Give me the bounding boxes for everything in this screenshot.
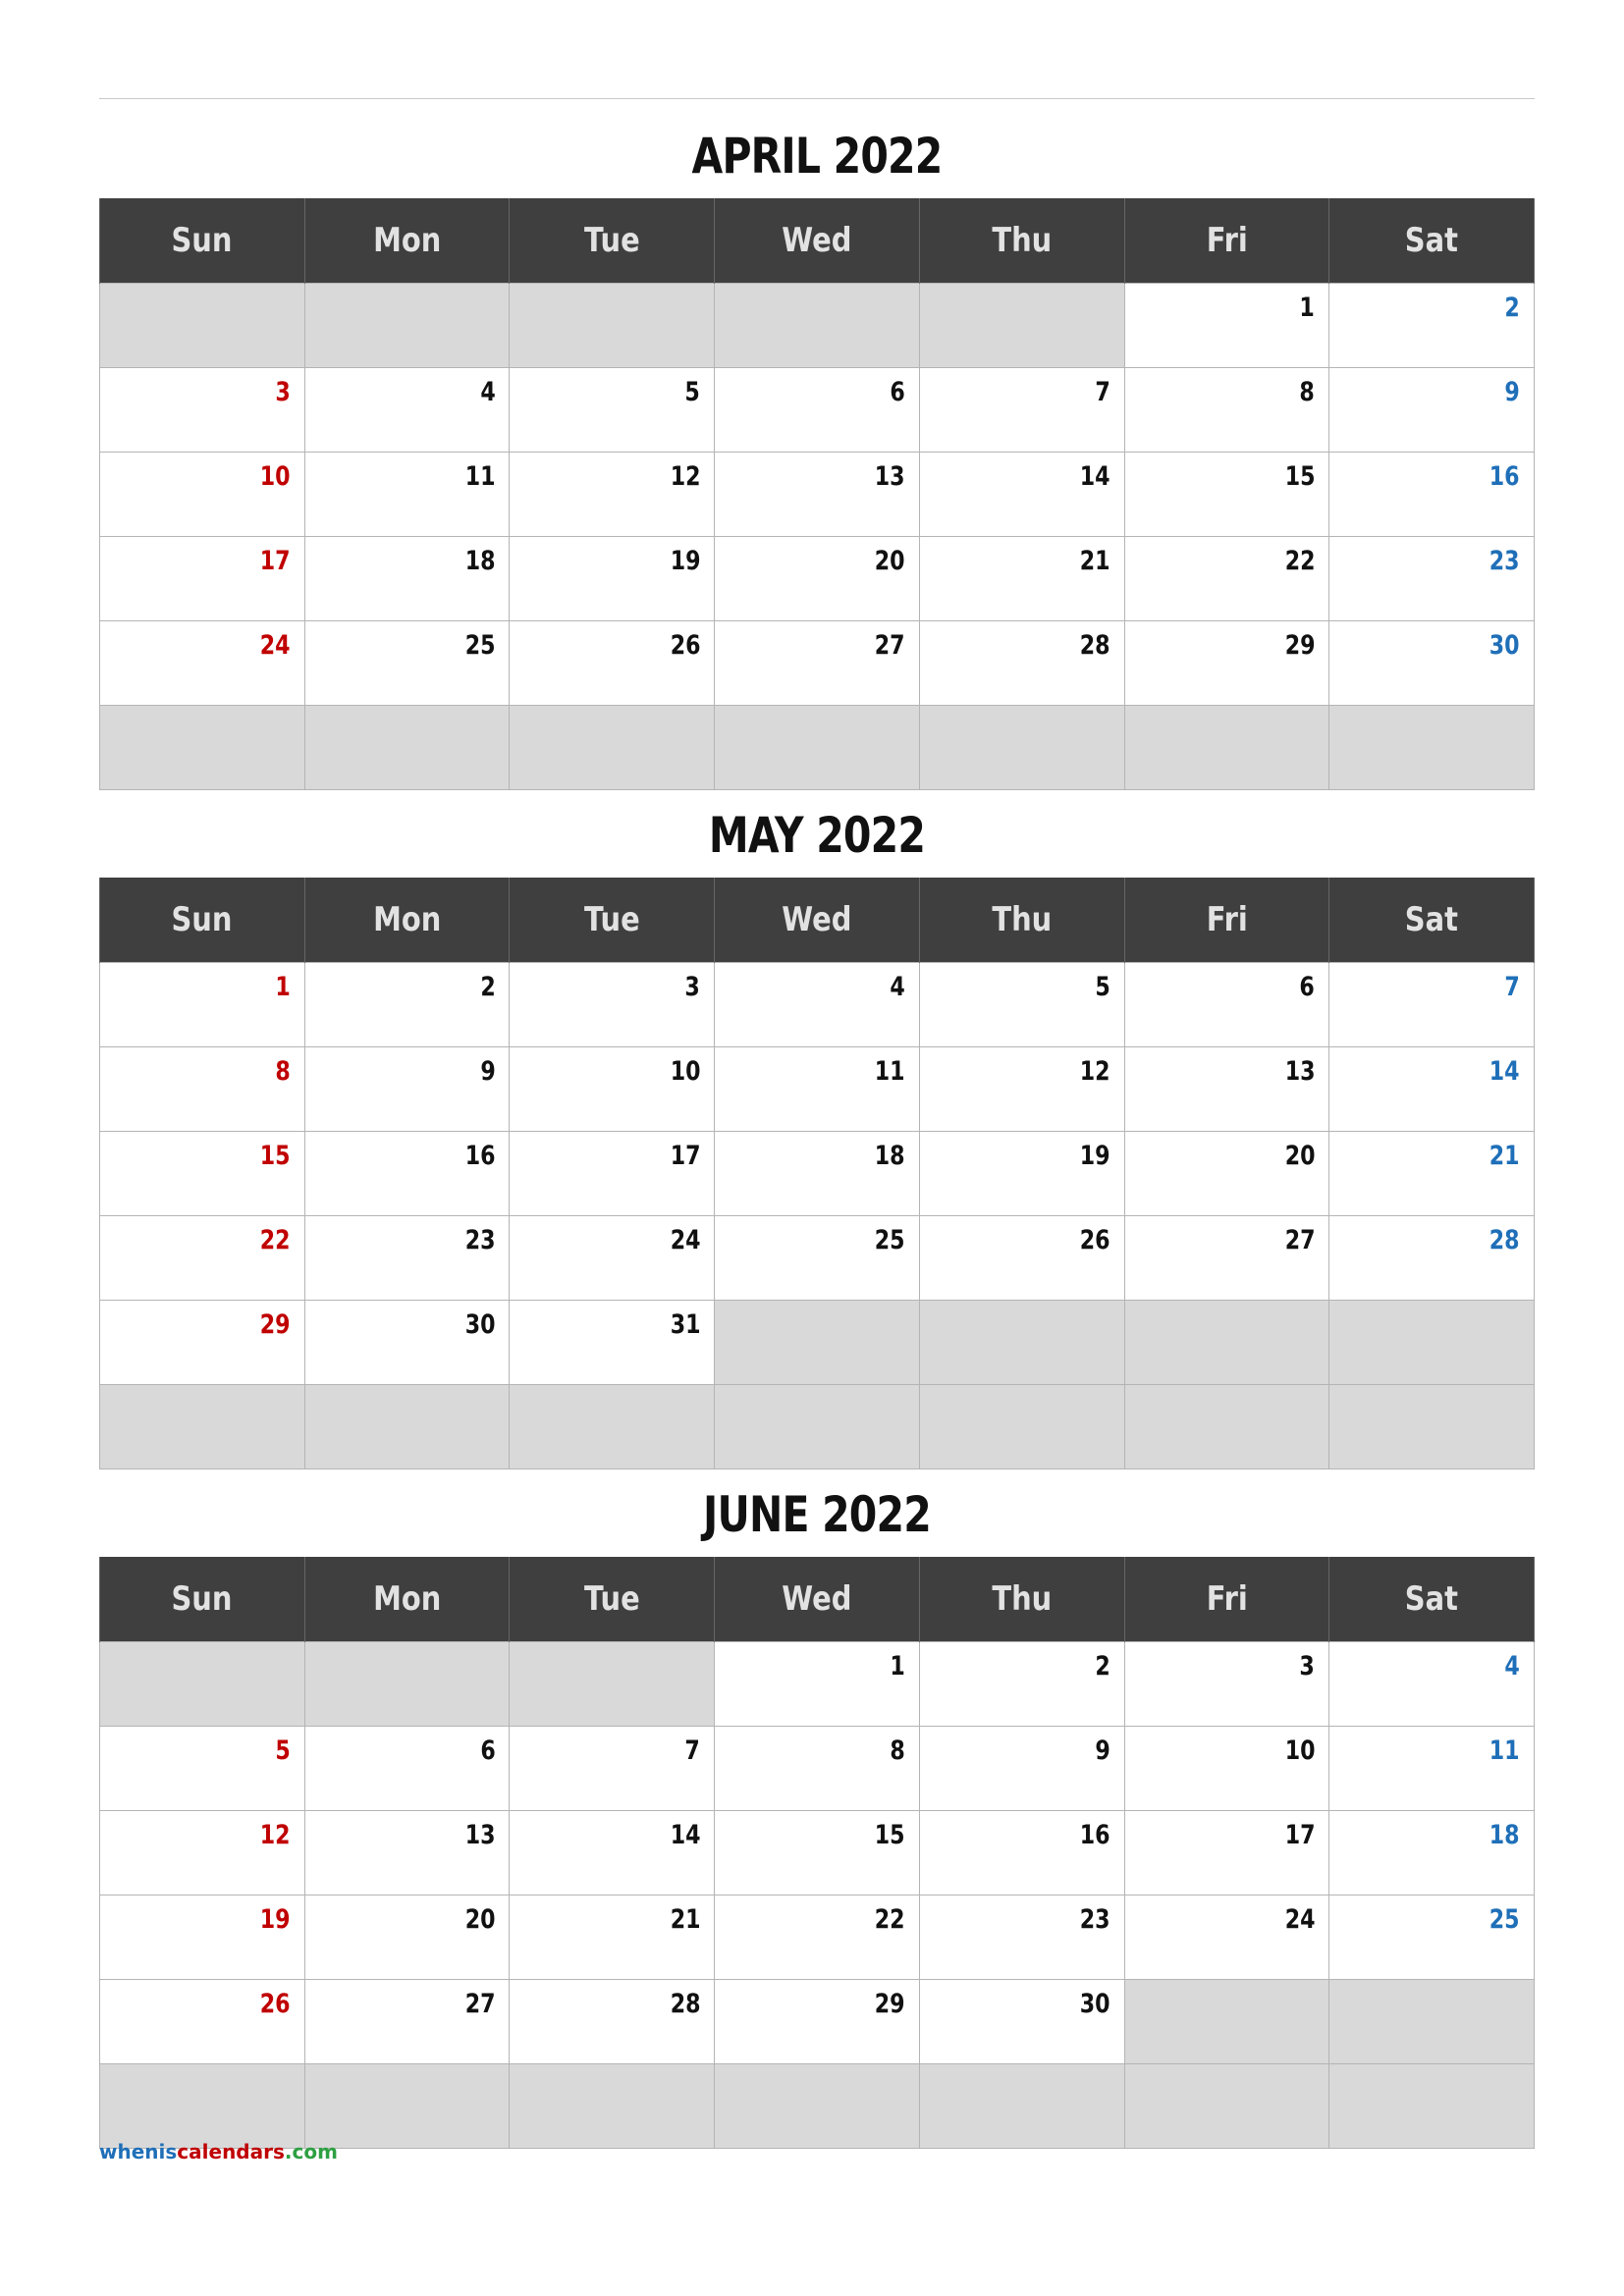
weekday-label: Tue xyxy=(583,1579,640,1619)
weekday-header xyxy=(1124,198,1329,284)
day-cell xyxy=(510,1811,715,1896)
day-cell xyxy=(510,1896,715,1980)
day-number: 28 xyxy=(1079,630,1110,661)
day-cell xyxy=(304,1301,510,1385)
day-cell xyxy=(715,1980,920,2064)
day-cell xyxy=(715,963,920,1047)
day-cell xyxy=(304,1811,510,1896)
day-number: 13 xyxy=(874,461,905,492)
day-number: 23 xyxy=(464,1225,496,1255)
weekday-header xyxy=(510,878,715,963)
day-number: 23 xyxy=(1079,1904,1110,1935)
day-cell xyxy=(100,2064,305,2149)
day-number: 30 xyxy=(1489,630,1520,661)
day-number: 18 xyxy=(1489,1820,1520,1850)
weekday-label: Mon xyxy=(372,221,442,260)
day-cell xyxy=(304,1047,510,1132)
weekday-header xyxy=(304,1557,510,1642)
day-number: 11 xyxy=(464,461,496,492)
day-cell xyxy=(1329,1642,1535,1727)
day-number: 5 xyxy=(684,377,701,407)
day-number: 10 xyxy=(1284,1735,1316,1766)
day-number: 12 xyxy=(259,1820,291,1850)
day-cell xyxy=(715,1727,920,1811)
day-cell xyxy=(100,1301,305,1385)
day-cell xyxy=(1329,537,1535,621)
week-row xyxy=(100,368,1535,453)
day-cell xyxy=(304,621,510,706)
week-row xyxy=(100,284,1535,368)
day-number: 16 xyxy=(1489,461,1520,492)
day-number: 9 xyxy=(479,1056,496,1087)
day-cell xyxy=(715,368,920,453)
day-cell xyxy=(919,284,1124,368)
day-cell xyxy=(1329,1132,1535,1216)
day-cell xyxy=(1124,1896,1329,1980)
day-number: 11 xyxy=(1489,1735,1520,1766)
day-cell xyxy=(304,1896,510,1980)
week-row xyxy=(100,1385,1535,1469)
weekday-header xyxy=(510,1557,715,1642)
day-number: 25 xyxy=(1489,1904,1520,1935)
day-cell xyxy=(100,706,305,790)
weekday-label: Fri xyxy=(1206,900,1248,939)
day-number: 29 xyxy=(874,1989,905,2019)
day-cell xyxy=(304,963,510,1047)
weekday-header-row xyxy=(100,1557,1535,1642)
day-number: 6 xyxy=(479,1735,496,1766)
weekday-header xyxy=(919,1557,1124,1642)
day-number: 3 xyxy=(1299,1651,1316,1682)
week-row xyxy=(100,706,1535,790)
day-number: 17 xyxy=(670,1141,701,1171)
weekday-header xyxy=(100,1557,305,1642)
weekday-label: Sun xyxy=(171,1579,233,1619)
day-number: 24 xyxy=(259,630,291,661)
day-cell xyxy=(304,2064,510,2149)
day-number: 20 xyxy=(1284,1141,1316,1171)
day-cell xyxy=(304,706,510,790)
day-number: 25 xyxy=(874,1225,905,1255)
day-number: 19 xyxy=(259,1904,291,1935)
day-cell xyxy=(100,537,305,621)
day-cell xyxy=(919,706,1124,790)
day-cell xyxy=(1329,963,1535,1047)
month-block xyxy=(99,793,1535,1469)
weekday-header xyxy=(1329,878,1535,963)
day-cell xyxy=(919,963,1124,1047)
weekday-label: Wed xyxy=(782,221,852,260)
weekday-header xyxy=(715,198,920,284)
day-cell xyxy=(510,963,715,1047)
weekday-header xyxy=(510,198,715,284)
day-cell xyxy=(1329,706,1535,790)
weekday-label: Thu xyxy=(992,1579,1053,1619)
weekday-label: Fri xyxy=(1206,221,1248,260)
month-title: JUNE 2022 xyxy=(703,1486,931,1543)
day-cell xyxy=(1329,453,1535,537)
day-cell xyxy=(1124,1132,1329,1216)
day-cell xyxy=(510,1727,715,1811)
day-cell xyxy=(304,1132,510,1216)
weekday-header xyxy=(715,1557,920,1642)
day-number: 31 xyxy=(670,1309,701,1340)
month-grid xyxy=(99,198,1535,790)
credit-calendars: calendars xyxy=(177,2140,285,2163)
day-number: 14 xyxy=(670,1820,701,1850)
weekday-header-row xyxy=(100,198,1535,284)
day-number: 20 xyxy=(874,546,905,576)
week-row xyxy=(100,1216,1535,1301)
weekday-label: Sun xyxy=(171,900,233,939)
month-grid xyxy=(99,1557,1535,2149)
day-number: 18 xyxy=(464,546,496,576)
day-cell xyxy=(510,1216,715,1301)
day-cell xyxy=(1329,621,1535,706)
day-cell xyxy=(1329,1385,1535,1469)
day-cell xyxy=(1329,1980,1535,2064)
week-row xyxy=(100,621,1535,706)
day-cell xyxy=(715,1642,920,1727)
day-number: 27 xyxy=(464,1989,496,2019)
day-number: 2 xyxy=(1504,293,1520,323)
day-cell xyxy=(715,1047,920,1132)
day-cell xyxy=(1124,1642,1329,1727)
day-cell xyxy=(510,706,715,790)
day-number: 26 xyxy=(1079,1225,1110,1255)
day-cell xyxy=(100,284,305,368)
day-cell xyxy=(304,537,510,621)
day-number: 1 xyxy=(275,972,291,1002)
day-number: 17 xyxy=(259,546,291,576)
day-cell xyxy=(1329,1811,1535,1896)
week-row xyxy=(100,1132,1535,1216)
day-number: 6 xyxy=(1299,972,1316,1002)
day-cell xyxy=(1124,453,1329,537)
weekday-label: Mon xyxy=(372,900,442,939)
top-rule xyxy=(99,98,1535,99)
day-number: 10 xyxy=(259,461,291,492)
day-cell xyxy=(100,1980,305,2064)
day-number: 3 xyxy=(684,972,701,1002)
day-cell xyxy=(1124,706,1329,790)
day-cell xyxy=(510,1980,715,2064)
day-cell xyxy=(715,621,920,706)
day-cell xyxy=(1329,2064,1535,2149)
day-cell xyxy=(100,1385,305,1469)
day-cell xyxy=(1124,1216,1329,1301)
day-number: 27 xyxy=(874,630,905,661)
day-cell xyxy=(715,1301,920,1385)
weekday-header xyxy=(100,878,305,963)
day-cell xyxy=(1329,1216,1535,1301)
day-cell xyxy=(100,1727,305,1811)
day-cell xyxy=(304,1727,510,1811)
day-number: 30 xyxy=(464,1309,496,1340)
weekday-header xyxy=(1124,878,1329,963)
day-number: 4 xyxy=(1504,1651,1520,1682)
week-row xyxy=(100,1642,1535,1727)
day-cell xyxy=(715,1811,920,1896)
day-cell xyxy=(510,1385,715,1469)
day-number: 17 xyxy=(1284,1820,1316,1850)
day-number: 8 xyxy=(275,1056,291,1087)
day-cell xyxy=(1124,368,1329,453)
day-number: 23 xyxy=(1489,546,1520,576)
weekday-label: Sat xyxy=(1405,1579,1459,1619)
day-cell xyxy=(919,1385,1124,1469)
day-cell xyxy=(715,1896,920,1980)
day-number: 4 xyxy=(890,972,905,1002)
day-cell xyxy=(919,368,1124,453)
weekday-header xyxy=(919,878,1124,963)
day-number: 26 xyxy=(259,1989,291,2019)
day-cell xyxy=(715,1132,920,1216)
day-number: 7 xyxy=(1095,377,1110,407)
week-row xyxy=(100,1896,1535,1980)
day-number: 16 xyxy=(464,1141,496,1171)
day-number: 5 xyxy=(275,1735,291,1766)
month-title: APRIL 2022 xyxy=(691,128,943,185)
day-number: 24 xyxy=(670,1225,701,1255)
day-cell xyxy=(919,1642,1124,1727)
day-cell xyxy=(510,1301,715,1385)
day-number: 9 xyxy=(1095,1735,1110,1766)
day-number: 2 xyxy=(479,972,496,1002)
day-cell xyxy=(304,1642,510,1727)
month-block xyxy=(99,1472,1535,2149)
day-cell xyxy=(304,1980,510,2064)
day-cell xyxy=(100,621,305,706)
day-cell xyxy=(304,1385,510,1469)
day-number: 13 xyxy=(464,1820,496,1850)
day-cell xyxy=(100,453,305,537)
day-cell xyxy=(919,453,1124,537)
day-number: 29 xyxy=(259,1309,291,1340)
day-number: 6 xyxy=(890,377,905,407)
day-cell xyxy=(304,1216,510,1301)
day-number: 2 xyxy=(1095,1651,1110,1682)
day-number: 28 xyxy=(670,1989,701,2019)
weekday-label: Tue xyxy=(583,221,640,260)
day-number: 20 xyxy=(464,1904,496,1935)
day-cell xyxy=(715,537,920,621)
week-row xyxy=(100,1047,1535,1132)
day-number: 8 xyxy=(1299,377,1316,407)
day-cell xyxy=(1124,2064,1329,2149)
day-number: 3 xyxy=(275,377,291,407)
day-number: 15 xyxy=(874,1820,905,1850)
weekday-header xyxy=(715,878,920,963)
day-number: 21 xyxy=(670,1904,701,1935)
day-cell xyxy=(715,453,920,537)
day-cell xyxy=(1124,284,1329,368)
day-cell xyxy=(919,537,1124,621)
day-cell xyxy=(510,621,715,706)
day-number: 1 xyxy=(1299,293,1316,323)
day-number: 1 xyxy=(890,1651,905,1682)
week-row xyxy=(100,2064,1535,2149)
month-block xyxy=(99,114,1535,790)
day-cell xyxy=(919,1896,1124,1980)
day-number: 12 xyxy=(1079,1056,1110,1087)
day-number: 10 xyxy=(670,1056,701,1087)
day-number: 27 xyxy=(1284,1225,1316,1255)
day-cell xyxy=(919,1811,1124,1896)
credit-is: is xyxy=(158,2140,178,2163)
weekday-label: Wed xyxy=(782,1579,852,1619)
day-number: 15 xyxy=(259,1141,291,1171)
weekday-header-row xyxy=(100,878,1535,963)
weekday-header xyxy=(1329,198,1535,284)
day-cell xyxy=(1329,1727,1535,1811)
day-cell xyxy=(919,1301,1124,1385)
weekday-header xyxy=(1124,1557,1329,1642)
day-cell xyxy=(919,621,1124,706)
weekday-header xyxy=(304,878,510,963)
weekday-label: Sat xyxy=(1405,900,1459,939)
day-cell xyxy=(510,2064,715,2149)
day-number: 12 xyxy=(670,461,701,492)
weekday-header xyxy=(100,198,305,284)
day-number: 19 xyxy=(1079,1141,1110,1171)
day-number: 7 xyxy=(1504,972,1520,1002)
day-number: 22 xyxy=(874,1904,905,1935)
day-cell xyxy=(304,368,510,453)
weekday-label: Thu xyxy=(992,221,1053,260)
day-number: 14 xyxy=(1079,461,1110,492)
day-number: 22 xyxy=(1284,546,1316,576)
day-cell xyxy=(1124,963,1329,1047)
day-number: 21 xyxy=(1489,1141,1520,1171)
day-cell xyxy=(1124,621,1329,706)
day-number: 30 xyxy=(1079,1989,1110,2019)
weekday-label: Tue xyxy=(583,900,640,939)
day-cell xyxy=(1124,1727,1329,1811)
week-row xyxy=(100,1301,1535,1385)
day-cell xyxy=(919,1980,1124,2064)
day-cell xyxy=(1124,1385,1329,1469)
day-cell xyxy=(1124,1047,1329,1132)
day-cell xyxy=(510,537,715,621)
week-row xyxy=(100,1811,1535,1896)
day-cell xyxy=(715,2064,920,2149)
day-number: 22 xyxy=(259,1225,291,1255)
day-cell xyxy=(100,1216,305,1301)
day-cell xyxy=(1329,1047,1535,1132)
credit-com: .com xyxy=(284,2140,338,2163)
day-number: 9 xyxy=(1504,377,1520,407)
day-number: 28 xyxy=(1489,1225,1520,1255)
day-number: 24 xyxy=(1284,1904,1316,1935)
day-cell xyxy=(100,1132,305,1216)
day-number: 11 xyxy=(874,1056,905,1087)
day-number: 15 xyxy=(1284,461,1316,492)
day-number: 19 xyxy=(670,546,701,576)
weekday-label: Mon xyxy=(372,1579,442,1619)
day-cell xyxy=(715,706,920,790)
weekday-label: Thu xyxy=(992,900,1053,939)
week-row xyxy=(100,1980,1535,2064)
day-number: 25 xyxy=(464,630,496,661)
day-cell xyxy=(919,1727,1124,1811)
day-number: 29 xyxy=(1284,630,1316,661)
day-number: 4 xyxy=(479,377,496,407)
weekday-label: Sat xyxy=(1405,221,1459,260)
day-cell xyxy=(100,1642,305,1727)
day-cell xyxy=(100,368,305,453)
credit-when: when xyxy=(99,2140,159,2163)
day-cell xyxy=(100,1896,305,1980)
day-cell xyxy=(1124,1811,1329,1896)
day-cell xyxy=(1124,1301,1329,1385)
day-number: 21 xyxy=(1079,546,1110,576)
day-number: 5 xyxy=(1095,972,1110,1002)
day-cell xyxy=(510,284,715,368)
weekday-label: Wed xyxy=(782,900,852,939)
week-row xyxy=(100,453,1535,537)
weekday-header xyxy=(1329,1557,1535,1642)
day-number: 18 xyxy=(874,1141,905,1171)
day-number: 26 xyxy=(670,630,701,661)
day-cell xyxy=(510,368,715,453)
day-cell xyxy=(510,1047,715,1132)
day-cell xyxy=(919,1216,1124,1301)
day-cell xyxy=(1124,1980,1329,2064)
day-cell xyxy=(510,1132,715,1216)
day-number: 16 xyxy=(1079,1820,1110,1850)
day-cell xyxy=(715,1216,920,1301)
day-cell xyxy=(1329,284,1535,368)
weekday-header xyxy=(304,198,510,284)
day-cell xyxy=(919,2064,1124,2149)
day-cell xyxy=(1329,368,1535,453)
day-cell xyxy=(304,284,510,368)
day-number: 8 xyxy=(890,1735,905,1766)
weekday-label: Sun xyxy=(171,221,233,260)
month-grid xyxy=(99,878,1535,1469)
week-row xyxy=(100,1727,1535,1811)
month-title: MAY 2022 xyxy=(708,807,926,864)
site-credit[interactable] xyxy=(99,2140,338,2163)
day-cell xyxy=(715,1385,920,1469)
day-number: 7 xyxy=(684,1735,701,1766)
day-cell xyxy=(100,963,305,1047)
day-cell xyxy=(510,453,715,537)
week-row xyxy=(100,537,1535,621)
day-cell xyxy=(510,1642,715,1727)
week-row xyxy=(100,963,1535,1047)
day-cell xyxy=(919,1132,1124,1216)
day-number: 13 xyxy=(1284,1056,1316,1087)
day-number: 14 xyxy=(1489,1056,1520,1087)
day-cell xyxy=(304,453,510,537)
day-cell xyxy=(1329,1301,1535,1385)
day-cell xyxy=(1124,537,1329,621)
day-cell xyxy=(100,1811,305,1896)
weekday-header xyxy=(919,198,1124,284)
day-cell xyxy=(919,1047,1124,1132)
weekday-label: Fri xyxy=(1206,1579,1248,1619)
day-cell xyxy=(100,1047,305,1132)
day-cell xyxy=(1329,1896,1535,1980)
day-cell xyxy=(715,284,920,368)
